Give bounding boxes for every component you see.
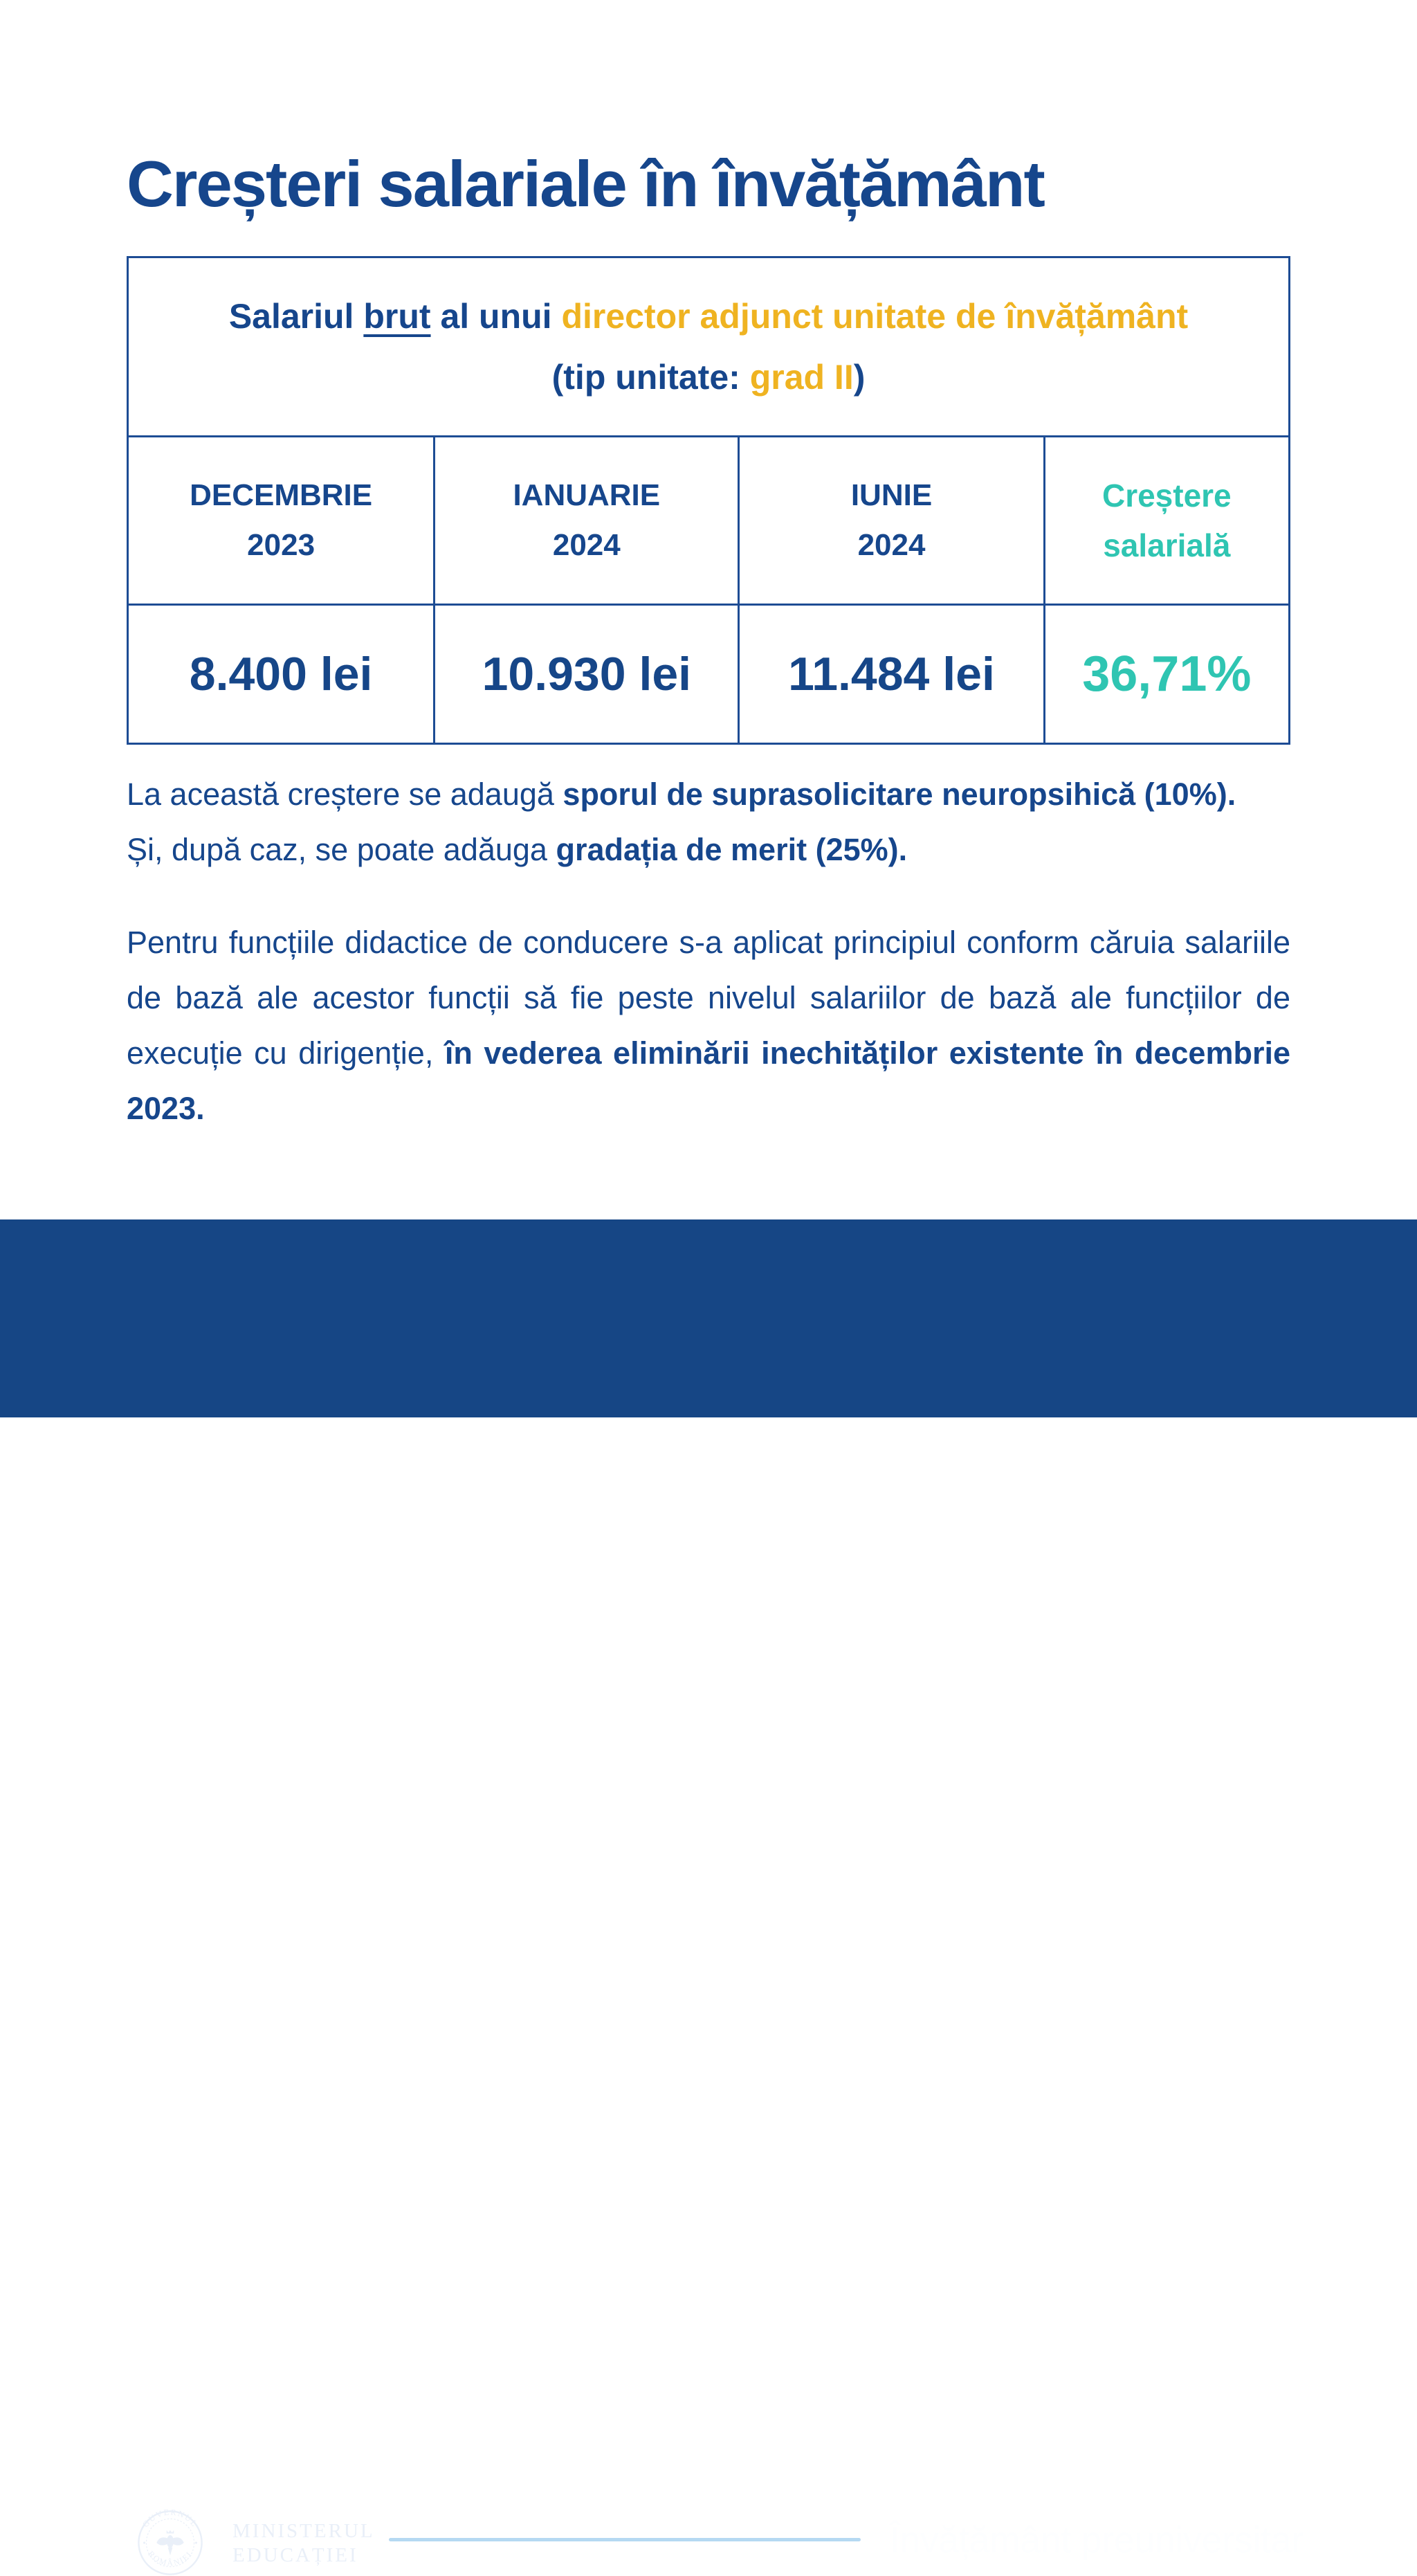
seal-text-top: GUVERNUL — [140, 2510, 200, 2530]
ministry-name-line-1: MINISTERUL — [232, 2520, 375, 2542]
caption-text: (tip unitate: — [551, 358, 750, 397]
column-header-label: IUNIE — [850, 478, 933, 512]
caption-underlined-word: brut — [363, 297, 431, 336]
column-header-label: DECEMBRIE — [190, 478, 373, 512]
note-text-bold: sporul de suprasolicitare neuropsihică (10%). — [563, 777, 1236, 812]
value-ianuarie-2024: 10.930 lei — [435, 606, 740, 743]
column-header-label: 2023 — [247, 528, 316, 562]
note-line-1 — [127, 767, 1290, 822]
government-of-romania-seal-logo — [137, 2510, 203, 2576]
table-header-row — [129, 437, 1288, 606]
salary-table — [127, 256, 1290, 745]
note-text: Pentru funcțiile didactice de conducere s-a aplicat principiul conform căruia salariile de bază ale acestor funcții să fie peste nivelul salariilor de bază ale funcțiilor de execuție cu dirigenție, — [127, 925, 1290, 1071]
note-text-bold: în vederea eliminării inechităților existente în decembrie 2023. — [127, 1035, 1290, 1126]
caption-highlight: director adjunct unitate de învățământ — [561, 297, 1189, 336]
column-header-iunie-2024 — [740, 437, 1045, 604]
caption-highlight: grad II — [749, 358, 854, 397]
table-caption-line-2 — [552, 347, 866, 408]
column-header-decembrie-2023 — [129, 437, 435, 604]
footer-divider-line — [389, 2538, 861, 2541]
table-caption-line-1 — [229, 286, 1188, 347]
ministry-name — [232, 2519, 375, 2568]
page-title: Creșteri salariale în învățământ — [127, 147, 1044, 220]
note-text-bold: gradația de merit (25%). — [556, 832, 908, 867]
notes-section — [127, 767, 1290, 1136]
table-caption — [129, 258, 1288, 437]
column-header-crestere-salariala — [1045, 437, 1288, 604]
footer-bar — [0, 1219, 1417, 2568]
value-crestere-salariala: 36,71% — [1082, 646, 1252, 702]
caption-text: Salariul — [228, 297, 364, 336]
value-iunie-2024: 11.484 lei — [740, 606, 1045, 743]
table-value-row — [129, 606, 1288, 743]
column-header-label: Creștere — [1101, 478, 1232, 514]
caption-text: ) — [853, 358, 866, 397]
ministry-name-line-2: EDUCAȚIEI — [232, 2544, 358, 2566]
column-header-label: salarială — [1103, 527, 1231, 563]
caption-text: al unui — [430, 297, 562, 336]
column-header-label: 2024 — [857, 528, 926, 562]
svg-text:GUVERNUL — [140, 2510, 200, 2529]
note-text: La această creștere se adaugă — [127, 777, 563, 812]
column-header-label: IANUARIE — [513, 478, 661, 512]
column-header-label: 2024 — [552, 528, 621, 562]
notes-paragraph-2 — [127, 915, 1290, 1136]
eagle-icon — [156, 2530, 183, 2555]
notes-paragraph-1 — [127, 767, 1290, 878]
column-header-ianuarie-2024 — [435, 437, 740, 604]
seal-text-bottom: ROMÂNIEI — [146, 2548, 194, 2568]
value-decembrie-2023: 8.400 lei — [129, 606, 435, 743]
note-text: Și, după caz, se poate adăuga — [127, 832, 556, 867]
program-name: Învățământ preuniversitar — [889, 2520, 1304, 2561]
note-line-2 — [127, 822, 1290, 878]
